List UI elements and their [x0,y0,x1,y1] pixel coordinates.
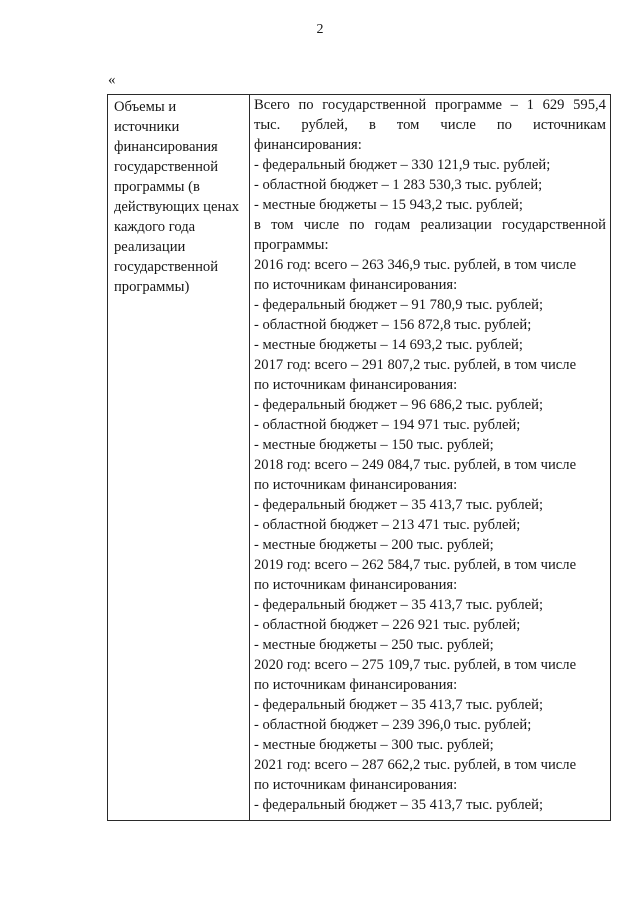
word: 1 [526,97,534,113]
word: в [254,217,261,233]
year-2018-sources: по источникам финансирования: [254,477,458,493]
total-line-3: финансирования: [254,137,362,153]
word: 595,4 [573,97,606,113]
word: том [396,117,420,133]
total-line-1 [254,95,606,115]
year-2020-regional: - областной бюджет – 239 396,0 тыс. рублей; [254,717,532,733]
word: по [349,217,365,233]
year-2021-header: 2021 год: всего – 287 662,2 тыс. рублей, в том числе [254,757,577,773]
total-line-2 [254,115,606,135]
year-2017-federal: - федеральный бюджет – 96 686,2 тыс. рублей; [254,397,543,413]
word: по [496,117,512,133]
label-line: Объемы и [114,99,177,115]
word: – [510,97,518,113]
year-2021-sources: по источникам финансирования: [254,777,458,793]
word: тыс. [254,117,281,133]
column-divider [249,95,250,820]
year-2021-federal: - федеральный бюджет – 35 413,7 тыс. рублей; [254,797,543,813]
word: 629 [542,97,565,113]
year-2018-regional: - областной бюджет – 213 471 тыс. рублей; [254,517,521,533]
label-line: источники [114,119,180,135]
word: в [368,117,376,133]
label-line: действующих ценах [114,199,240,215]
year-2020-local: - местные бюджеты – 300 тыс. рублей; [254,737,494,753]
word: Всего [254,97,290,113]
year-2020-federal: - федеральный бюджет – 35 413,7 тыс. рублей; [254,697,543,713]
total-regional-budget: - областной бюджет – 1 283 530,3 тыс. рублей; [254,177,543,193]
word: источникам [533,117,606,133]
label-line: программы (в [114,179,200,195]
word: государственной [501,217,606,233]
word: реализации [420,217,492,233]
word: годам [374,217,411,233]
year-2019-local: - местные бюджеты – 250 тыс. рублей; [254,637,494,653]
year-2016-header: 2016 год: всего – 263 346,9 тыс. рублей, в том числе [254,257,577,273]
word: программе [434,97,503,113]
word: рублей, [301,117,348,133]
year-2016-local: - местные бюджеты – 14 693,2 тыс. рублей; [254,337,523,353]
year-2020-sources: по источникам финансирования: [254,677,458,693]
year-2017-local: - местные бюджеты – 150 тыс. рублей; [254,437,494,453]
opening-quote-mark: « [108,72,116,88]
year-2016-regional: - областной бюджет – 156 872,8 тыс. рублей; [254,317,532,333]
parameter-value-cell [254,95,606,815]
year-2017-regional: - областной бюджет – 194 971 тыс. рублей; [254,417,521,433]
word: государственной [322,97,427,113]
page-number: 2 [316,22,324,37]
total-local-budgets: - местные бюджеты – 15 943,2 тыс. рублей; [254,197,523,213]
by-years-line-2: программы: [254,237,329,253]
word: по [298,97,314,113]
word: том [271,217,294,233]
year-2018-local: - местные бюджеты – 200 тыс. рублей; [254,537,494,553]
parameter-name-cell [114,97,246,297]
year-2017-header: 2017 год: всего – 291 807,2 тыс. рублей, в том числе [254,357,577,373]
label-line: каждого года [114,219,196,235]
year-2017-sources: по источникам финансирования: [254,377,458,393]
year-2016-federal: - федеральный бюджет – 91 780,9 тыс. рублей; [254,297,543,313]
year-2018-header: 2018 год: всего – 249 084,7 тыс. рублей, в том числе [254,457,577,473]
year-2019-header: 2019 год: всего – 262 584,7 тыс. рублей, в том числе [254,557,577,573]
by-years-line-1 [254,215,606,235]
year-2018-federal: - федеральный бюджет – 35 413,7 тыс. рублей; [254,497,543,513]
year-2016-sources: по источникам финансирования: [254,277,458,293]
label-line: финансирования [114,139,218,155]
label-line: государственной [114,159,219,175]
year-2019-regional: - областной бюджет – 226 921 тыс. рублей; [254,617,521,633]
year-2019-federal: - федеральный бюджет – 35 413,7 тыс. рублей; [254,597,543,613]
word: числе [303,217,340,233]
word: числе [440,117,476,133]
label-line: программы) [114,279,190,295]
financing-table [107,94,611,821]
year-2020-header: 2020 год: всего – 275 109,7 тыс. рублей, в том числе [254,657,577,673]
total-federal-budget: - федеральный бюджет – 330 121,9 тыс. рублей; [254,157,551,173]
label-line: государственной [114,259,219,275]
year-2019-sources: по источникам финансирования: [254,577,458,593]
label-line: реализации [114,239,186,255]
